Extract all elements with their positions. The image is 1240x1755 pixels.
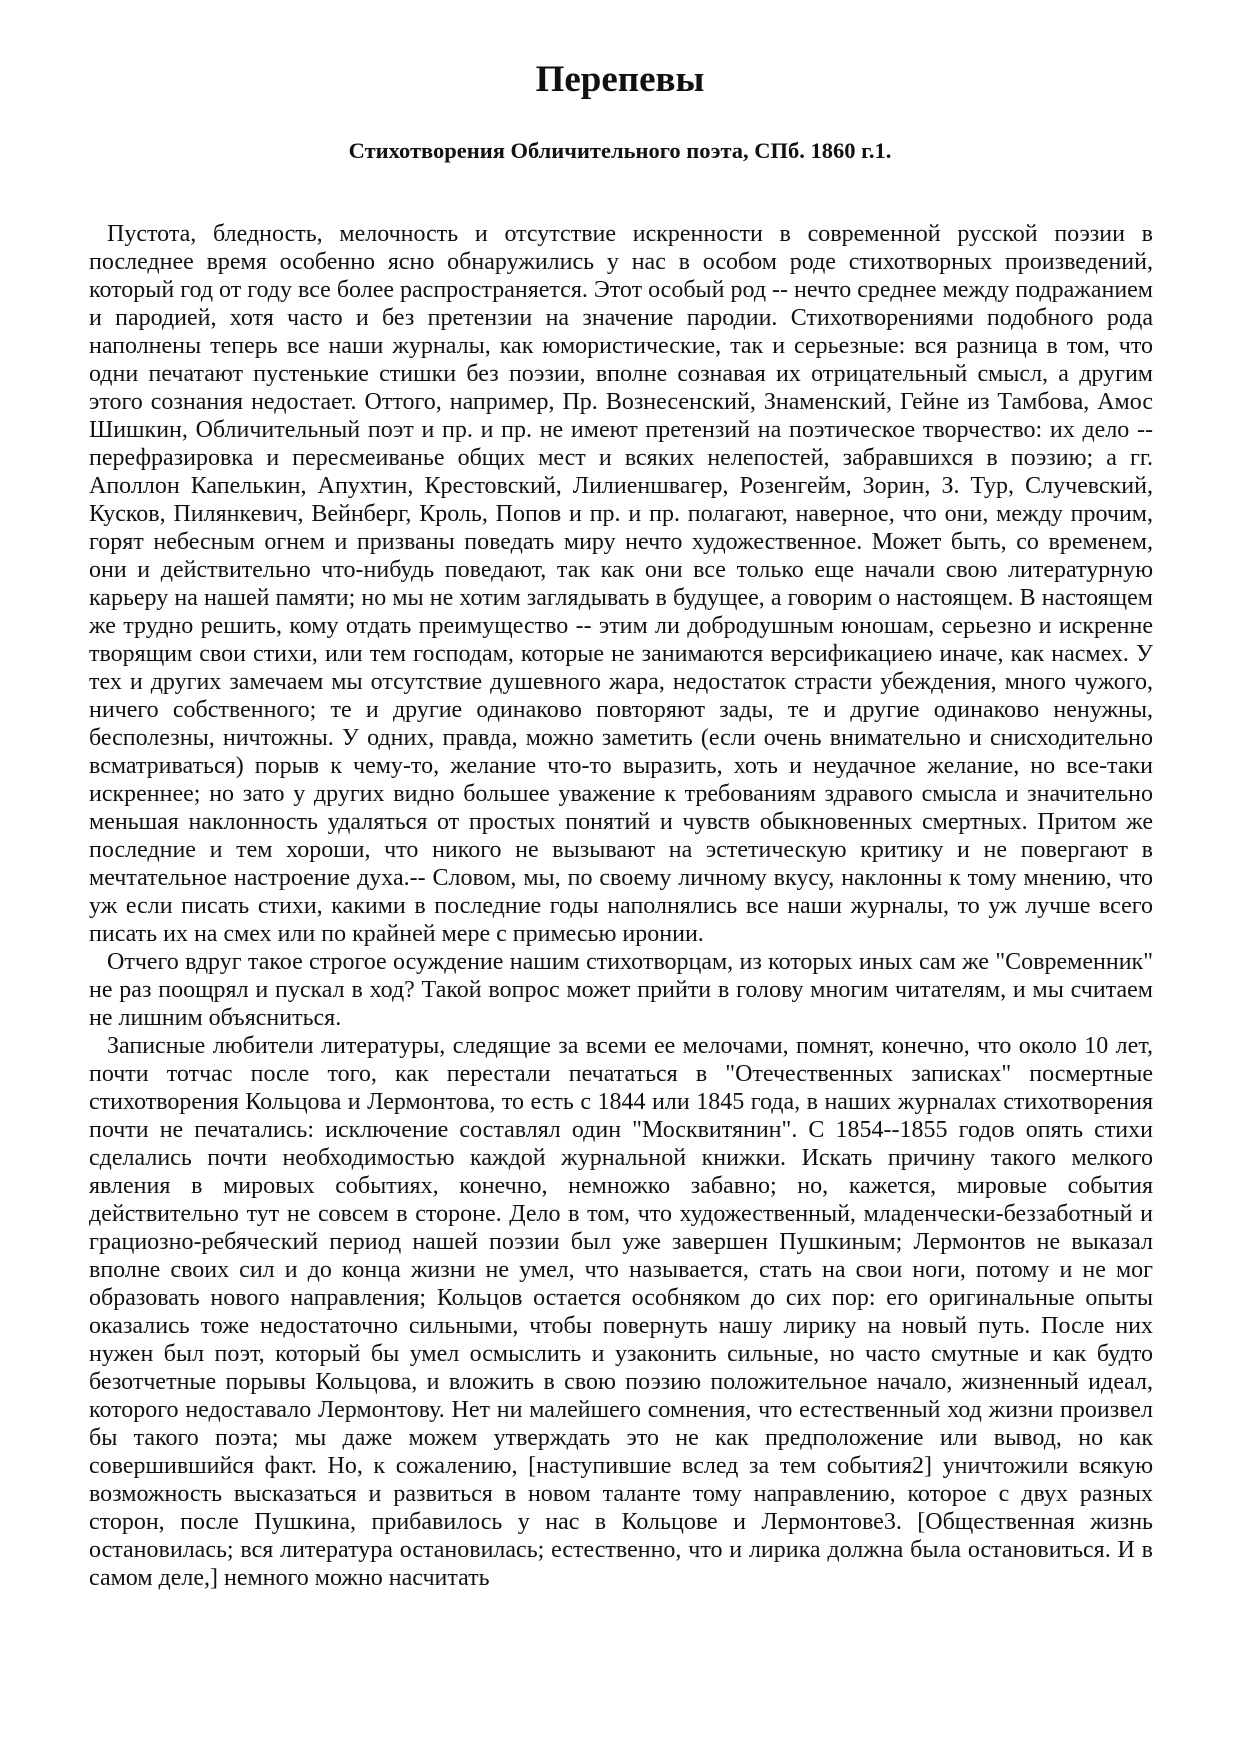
paragraph-2: Отчего вдруг такое строгое осуждение нашим стихотворцам, из которых иных сам же "Современник" не раз поощрял и пускал в ход? Такой вопрос может прийти в голову многим читателям, и мы считаем не лишним объясниться. — [89, 949, 1153, 1031]
document-title: Перепевы — [535, 59, 705, 100]
document-subtitle: Стихотворения Обличительного поэта, СПб. 1860 г.1. — [348, 138, 892, 163]
document-body — [89, 220, 1153, 1592]
paragraph-1: Пустота, бледность, мелочность и отсутствие искренности в современной русской поэзии в последнее время особенно ясно обнаружились у нас в особом роде стихотворных произведений, который год от году все более распространяется. Этот особый род -- нечто среднее между подражанием и пародией, хотя часто и без претензии на значение пародии. Стихотворениями подобного рода наполнены теперь все наши журналы, как юмористические, так и серьезные: вся разница в том, что одни печатают пустенькие стишки без поэзии, вполне сознавая их отрицательный смысл, а другим этого сознания недостает. Оттого, например, Пр. Вознесенский, Знаменский, Гейне из Тамбова, Амос Шишкин, Обличительный поэт и пр. и пр. не имеют претензий на поэтическое творчество: их дело -- перефразировка и пересмеиванье общих мест и всяких нелепостей, забравшихся в поэзию; а гг. Аполлон Капелькин, Апухтин, Крестовский, Лилиеншвагер, Розенгейм, Зорин, З. Тур, Случевский, Кусков, Пилянкевич, Вейнберг, Кроль, Попов и пр. и пр. полагают, наверное, что они, между прочим, горят небесным огнем и призваны поведать миру нечто художественное. Может быть, со временем, они и действительно что-нибудь поведают, так как они все только еще начали свою литературную карьеру на нашей памяти; но мы не хотим заглядывать в будущее, а говорим о настоящем. В настоящем же трудно решить, кому отдать преимущество -- этим ли добродушным юношам, серьезно и искренне творящим свои стихи, или тем господам, которые не занимаются версификациею иначе, как насмех. У тех и других замечаем мы отсутствие душевного жара, недостаток страсти убеждения, много чужого, ничего собственного; те и другие одинаково повторяют зады, те и другие одинаково ненужны, бесполезны, ничтожны. У одних, правда, можно заметить (если очень внимательно и снисходительно всматриваться) порыв к чему-то, желание что-то выразить, хоть и неудачное желание, но все-таки искреннее; но зато у других видно большее уважение к требованиям здравого смысла и значительно меньшая наклонность удаляться от простых понятий и чувств обыкновенных смертных. Притом же последние и тем хороши, что никого не вызывают на эстетическую критику и не повергают в мечтательное настроение духа.-- Словом, мы, по своему личному вкусу, наклонны к тому мнению, что уж если писать стихи, какими в последние годы наполнялись все наши журналы, то уж лучше всего писать их на смех или по крайней мере с примесью иронии. — [89, 221, 1153, 947]
paragraph-3: Записные любители литературы, следящие за всеми ее мелочами, помнят, конечно, что около 10 лет, почти тотчас после того, как перестали печататься в "Отечественных записках" посмертные стихотворения Кольцова и Лермонтова, то есть с 1844 или 1845 года, в наших журналах стихотворения почти не печатались: исключение составлял один "Москвитянин". С 1854--1855 годов опять стихи сделались почти необходимостью каждой журнальной книжки. Искать причину такого мелкого явления в мировых событиях, конечно, немножко забавно; но, кажется, мировые события действительно тут не совсем в стороне. Дело в том, что художественный, младенчески-беззаботный и грациозно-ребяческий период нашей поэзии был уже завершен Пушкиным; Лермонтов не выказал вполне своих сил и до конца жизни не умел, что называется, стать на свои ноги, потому и не мог образовать нового направления; Кольцов остается особняком до сих пор: его оригинальные опыты оказались тоже недостаточно сильными, чтобы повернуть нашу лирику на новый путь. После них нужен был поэт, который бы умел осмыслить и узаконить сильные, но часто смутные и как будто безотчетные порывы Кольцова, и вложить в свою поэзию положительное начало, жизненный идеал, которого недоставало Лермонтову. Нет ни малейшего сомнения, что естественный ход жизни произвел бы такого поэта; мы даже можем утверждать это не как предположение или вывод, но как совершившийся факт. Но, к сожалению, [наступившие вслед за тем события2] уничтожили всякую возможность высказаться и развиться в новом таланте тому направлению, которое с двух разных сторон, после Пушкина, прибавилось у нас в Кольцове и Лермонтове3. [Общественная жизнь остановилась; вся литература остановилась; естественно, что и лирика должна была остановиться. И в самом деле,] немного можно насчитать — [89, 1033, 1153, 1591]
